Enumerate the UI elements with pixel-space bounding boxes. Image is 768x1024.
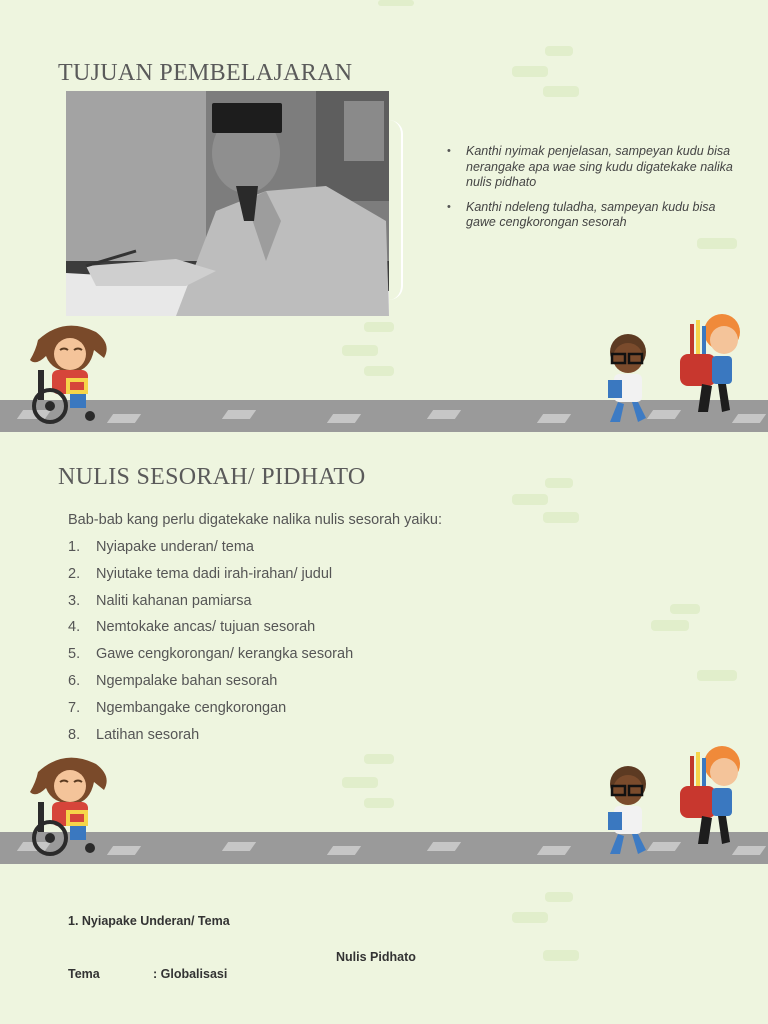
slide-3: [0, 864, 768, 1024]
decorative-dash: [364, 366, 394, 376]
tema-value: : Globalisasi: [153, 967, 228, 981]
decorative-dash: [670, 604, 700, 614]
list-item: 3. Naliti kahanan pamiarsa: [68, 592, 252, 609]
decorative-dash: [378, 0, 414, 6]
list-item: 7. Ngembangake cengkorongan: [68, 699, 287, 716]
decorative-dash: [512, 912, 548, 923]
bullet-icon: •: [447, 145, 451, 157]
decorative-dash: [543, 86, 579, 97]
kid-backpack-illustration: [672, 742, 752, 852]
decorative-dash: [543, 512, 579, 523]
list-item: 4. Nemtokake ancas/ tujuan sesorah: [68, 619, 316, 636]
center-title: Nulis Pidhato: [336, 950, 416, 964]
boy-glasses-illustration: [598, 764, 660, 860]
kid-backpack-illustration: [672, 310, 752, 420]
list-item: 2. Nyiutake tema dadi irah-irahan/ judul: [68, 565, 333, 582]
objective-item: • Kanthi ndeleng tuladha, sampeyan kudu bisa gawe cengkorongan sesorah: [447, 199, 716, 229]
tema-label: Tema: [68, 967, 100, 981]
girl-wheelchair-illustration: [24, 752, 114, 856]
list-item: 6. Ngempalake bahan sesorah: [68, 672, 278, 689]
photo-frame-arc: [389, 120, 403, 300]
decorative-dash: [342, 345, 378, 356]
decorative-dash: [364, 798, 394, 808]
objective-item: • Kanthi nyimak penjelasan, sampeyan kudu bisa nerangake apa wae sing kudu digatekake nalika nulis pidhato: [447, 144, 733, 189]
section-heading: 1. Nyiapake Underan/ Tema: [68, 914, 230, 928]
list-item: 8. Latihan sesorah: [68, 726, 200, 743]
decorative-dash: [545, 478, 573, 488]
historical-portrait-photo: [66, 91, 389, 316]
decorative-dash: [697, 238, 737, 249]
decorative-dash: [364, 754, 394, 764]
portrait-drawing: [66, 91, 389, 316]
decorative-dash: [512, 66, 548, 77]
intro-text: Bab-bab kang perlu digatekake nalika nulis sesorah yaiku:: [68, 512, 443, 528]
boy-glasses-illustration: [598, 332, 660, 428]
decorative-dash: [364, 322, 394, 332]
bullet-icon: •: [447, 200, 451, 213]
decorative-dash: [545, 892, 573, 902]
decorative-dash: [697, 670, 737, 681]
steps-list: [68, 538, 353, 752]
objective-list: [447, 144, 737, 240]
decorative-dash: [342, 777, 378, 788]
decorative-dash: [545, 46, 573, 56]
slide-title: NULIS SESORAH/ PIDHATO: [58, 464, 366, 490]
decorative-dash: [512, 494, 548, 505]
decorative-dash: [543, 950, 579, 961]
slide-1: [0, 0, 768, 432]
list-item: 1. Nyiapake underan/ tema: [68, 539, 254, 555]
list-item: 5. Gawe cengkorongan/ kerangka sesorah: [68, 646, 354, 663]
slide-title: TUJUAN PEMBELAJARAN: [58, 60, 353, 86]
girl-wheelchair-illustration: [24, 320, 114, 424]
decorative-dash: [651, 620, 689, 631]
